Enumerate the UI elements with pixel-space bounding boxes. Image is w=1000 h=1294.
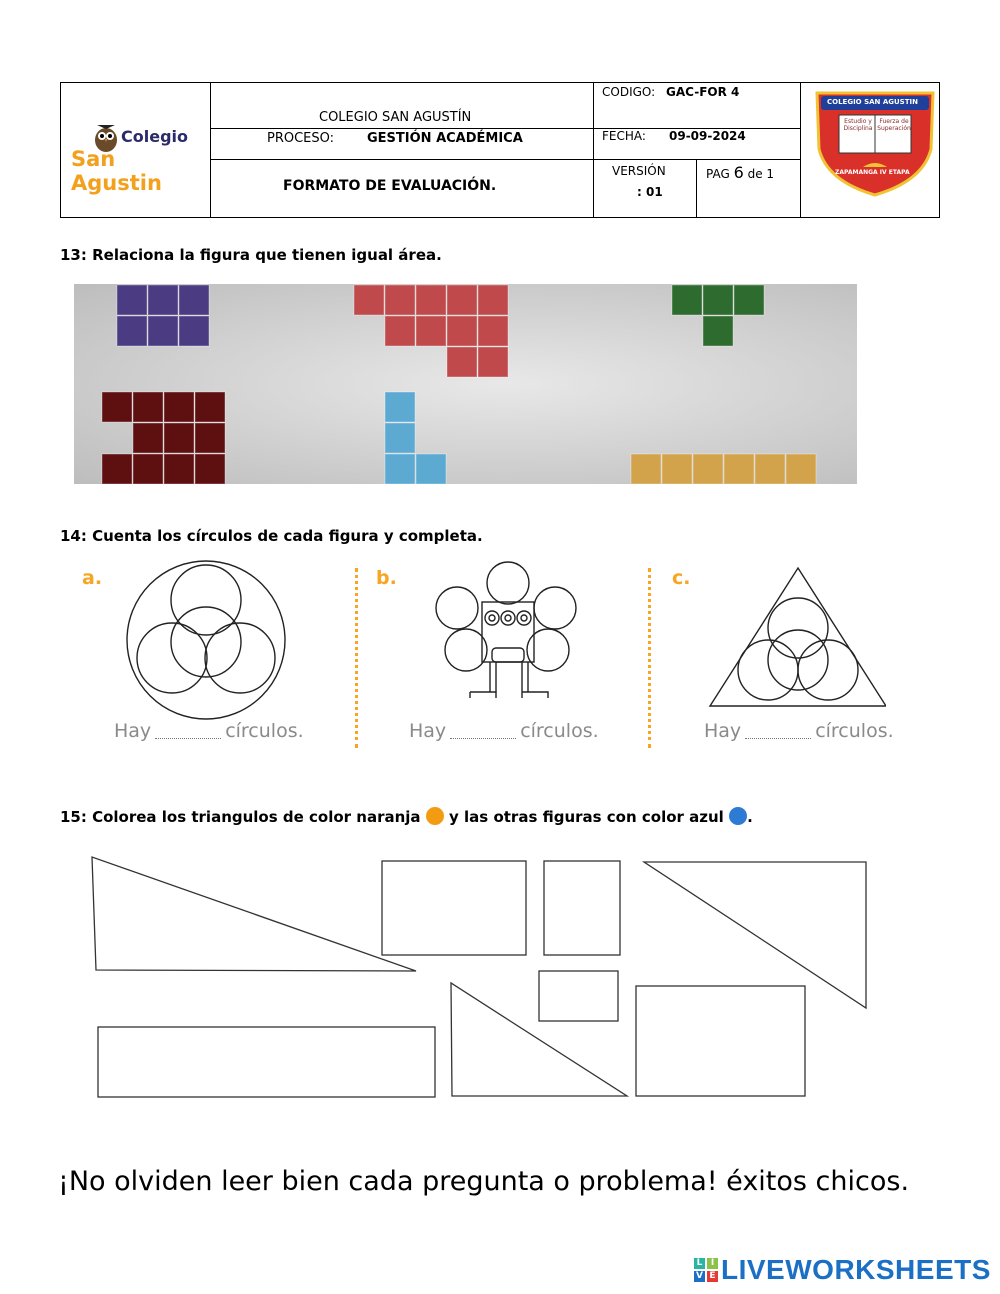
codigo-label: CODIGO: [602,85,656,99]
hay-c: Hay [704,720,742,742]
version-value: : 01 [637,185,663,199]
crest-bottom-text: ZAPAMANGA IV ETAPA [835,169,910,176]
question-13: 13: Relaciona la figura que tienen igual área. [60,246,442,264]
item-c-label: c. [672,567,691,589]
q15-part1: 15: Colorea los triangulos de color naranja [60,808,421,826]
logo-line1: Colegio [121,127,188,146]
item-b-label: b. [376,567,397,589]
liveworksheets-logo-icon: L I V E [694,1258,718,1282]
rectangle-3[interactable] [539,971,618,1021]
circulos-a: círculos. [225,720,304,742]
crest-top-text: COLEGIO SAN AGUSTIN [827,98,918,106]
proceso-label: PROCESO: [267,131,335,146]
rectangle-5[interactable] [636,986,805,1096]
triangle-1[interactable] [92,857,416,971]
item-a-label: a. [82,567,103,589]
logo-line2: San Agustin [71,147,162,195]
rectangle-1[interactable] [382,861,526,955]
codigo-value: GAC-FOR 4 [666,85,740,99]
fecha-label: FECHA: [602,129,646,143]
q15-part2: y las otras figuras con color azul [449,808,724,826]
rectangle-2[interactable] [544,861,620,955]
liveworksheets-text: LIVEWORKSHEETS [721,1254,991,1285]
pag-number: 6 [733,163,744,182]
pag-suffix: de 1 [747,167,775,181]
liveworksheets-watermark[interactable] [694,1254,991,1286]
crest-book-right: Fuerza de Superación [877,118,911,132]
crest-book-left: Estudio y Disciplina [843,118,873,132]
school-name: COLEGIO SAN AGUSTÍN [319,110,472,125]
formato-title: FORMATO DE EVALUACIÓN. [283,178,497,194]
proceso-value: GESTIÓN ACADÉMICA [367,131,523,146]
version-label: VERSIÓN [612,164,666,178]
hay-b: Hay [409,720,447,742]
hay-a: Hay [114,720,152,742]
pag-text: PAG [706,167,730,181]
circulos-c: círculos. [815,720,894,742]
question-14: 14: Cuenta los círculos de cada figura y completa. [60,527,483,545]
footer-message: ¡No olviden leer bien cada pregunta o problema! éxitos chicos. [58,1166,910,1197]
fecha-value: 09-09-2024 [669,129,746,143]
rectangle-4[interactable] [98,1027,435,1097]
q15-end: . [747,808,753,826]
circulos-b: círculos. [520,720,599,742]
